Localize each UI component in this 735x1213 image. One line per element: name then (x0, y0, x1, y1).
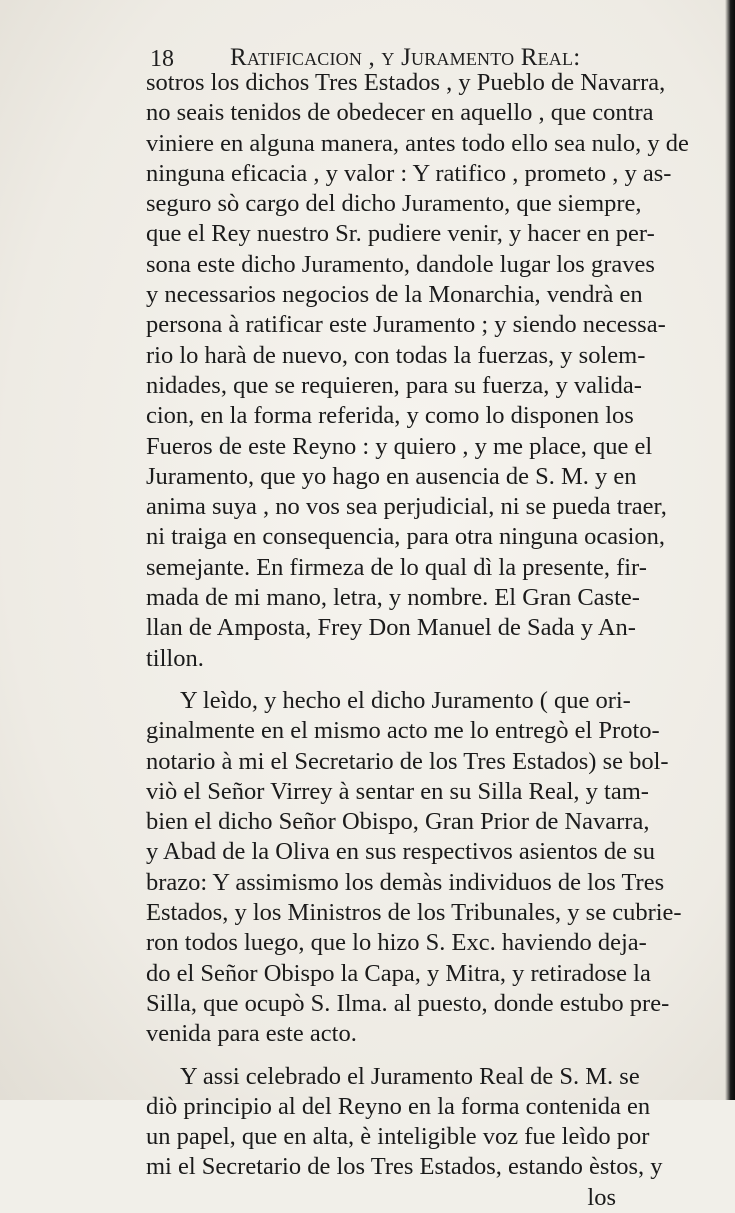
text-line: Juramento, que yo hago en ausencia de S. M. y en (146, 462, 637, 490)
text-line: venida para este acto. (146, 1020, 357, 1048)
text-line: Y assi celebrado el Juramento Real de S. M. se (180, 1062, 640, 1090)
text-line: y necessarios negocios de la Monarchia, vendrà en (146, 281, 643, 309)
text-line: no seais tenidos de obedecer en aquello , que contra (146, 99, 654, 127)
page-edge-shadow (725, 0, 735, 1100)
text-line: ninguna eficacia , y valor : Y ratifico , prometo , y as- (146, 159, 672, 187)
text-line: ni traiga en consequencia, para otra ninguna ocasion, (146, 523, 666, 551)
body-text (146, 68, 689, 1213)
text-line: mi el Secretario de los Tres Estados, estando èstos, y (146, 1153, 663, 1181)
text-line: Silla, que ocupò S. Ilma. al puesto, donde estubo pre- (146, 989, 670, 1017)
text-line: y Abad de la Oliva en sus respectivos asientos de su (146, 838, 655, 866)
text-line: sona este dicho Juramento, dandole lugar los graves (146, 250, 655, 278)
text-line: do el Señor Obispo la Capa, y Mitra, y retiradose la (146, 959, 651, 987)
text-line: ginalmente en el mismo acto me lo entregò el Proto- (146, 717, 660, 745)
text-line: notario à mi el Secretario de los Tres Estados) se bol- (146, 747, 669, 775)
text-line: bien el dicho Señor Obispo, Gran Prior de Navarra, (146, 808, 650, 836)
text-line: viò el Señor Virrey à sentar en su Silla Real, y tam- (146, 777, 649, 805)
text-line: sotros los dichos Tres Estados , y Pueblo de Navarra, (146, 69, 666, 96)
text-line: Fueros de este Reyno : y quiero , y me place, que el (146, 432, 653, 460)
text-line: rio lo harà de nuevo, con todas la fuerzas, y solem- (146, 341, 646, 369)
text-line: viniere en alguna manera, antes todo ello sea nulo, y de (146, 129, 689, 157)
text-line: seguro sò cargo del dicho Juramento, que siempre, (146, 190, 642, 218)
text-line: brazo: Y assimismo los demàs individuos de los Tres (146, 868, 665, 896)
text-line: que el Rey nuestro Sr. pudiere venir, y hacer en per- (146, 220, 655, 248)
text-line: anima suya , no vos sea perjudicial, ni se pueda traer, (146, 493, 667, 521)
catchword: los (587, 1183, 616, 1211)
text-line: persona à ratificar este Juramento ; y siendo necessa- (146, 311, 666, 339)
text-line: diò principio al del Reyno en la forma contenida en (146, 1092, 651, 1120)
paragraph-3 (146, 1062, 663, 1183)
running-head: Ratificacion , y Juramento Real: (230, 44, 581, 71)
text-line: nidades, que se requieren, para su fuerza, y valida- (146, 371, 642, 399)
paragraph-2 (146, 686, 682, 1050)
text-line: Estados, y los Ministros de los Tribunales, y se cubrie- (146, 899, 682, 927)
text-line: mada de mi mano, letra, y nombre. El Gran Caste- (146, 584, 640, 612)
text-line: Y leìdo, y hecho el dicho Juramento ( que ori- (180, 686, 631, 714)
text-line: cion, en la forma referida, y como lo disponen los (146, 402, 634, 430)
text-line: un papel, que en alta, è inteligible voz fue leìdo por (146, 1123, 650, 1151)
paragraph-1 (146, 68, 689, 674)
text-line: tillon. (146, 644, 204, 672)
text-line: ron todos luego, que lo hizo S. Exc. haviendo deja- (146, 929, 647, 957)
text-line: semejante. En firmeza de lo qual dì la presente, fir- (146, 553, 647, 581)
page-number: 18 (150, 46, 174, 72)
text-line: llan de Amposta, Frey Don Manuel de Sada y An- (146, 614, 636, 642)
